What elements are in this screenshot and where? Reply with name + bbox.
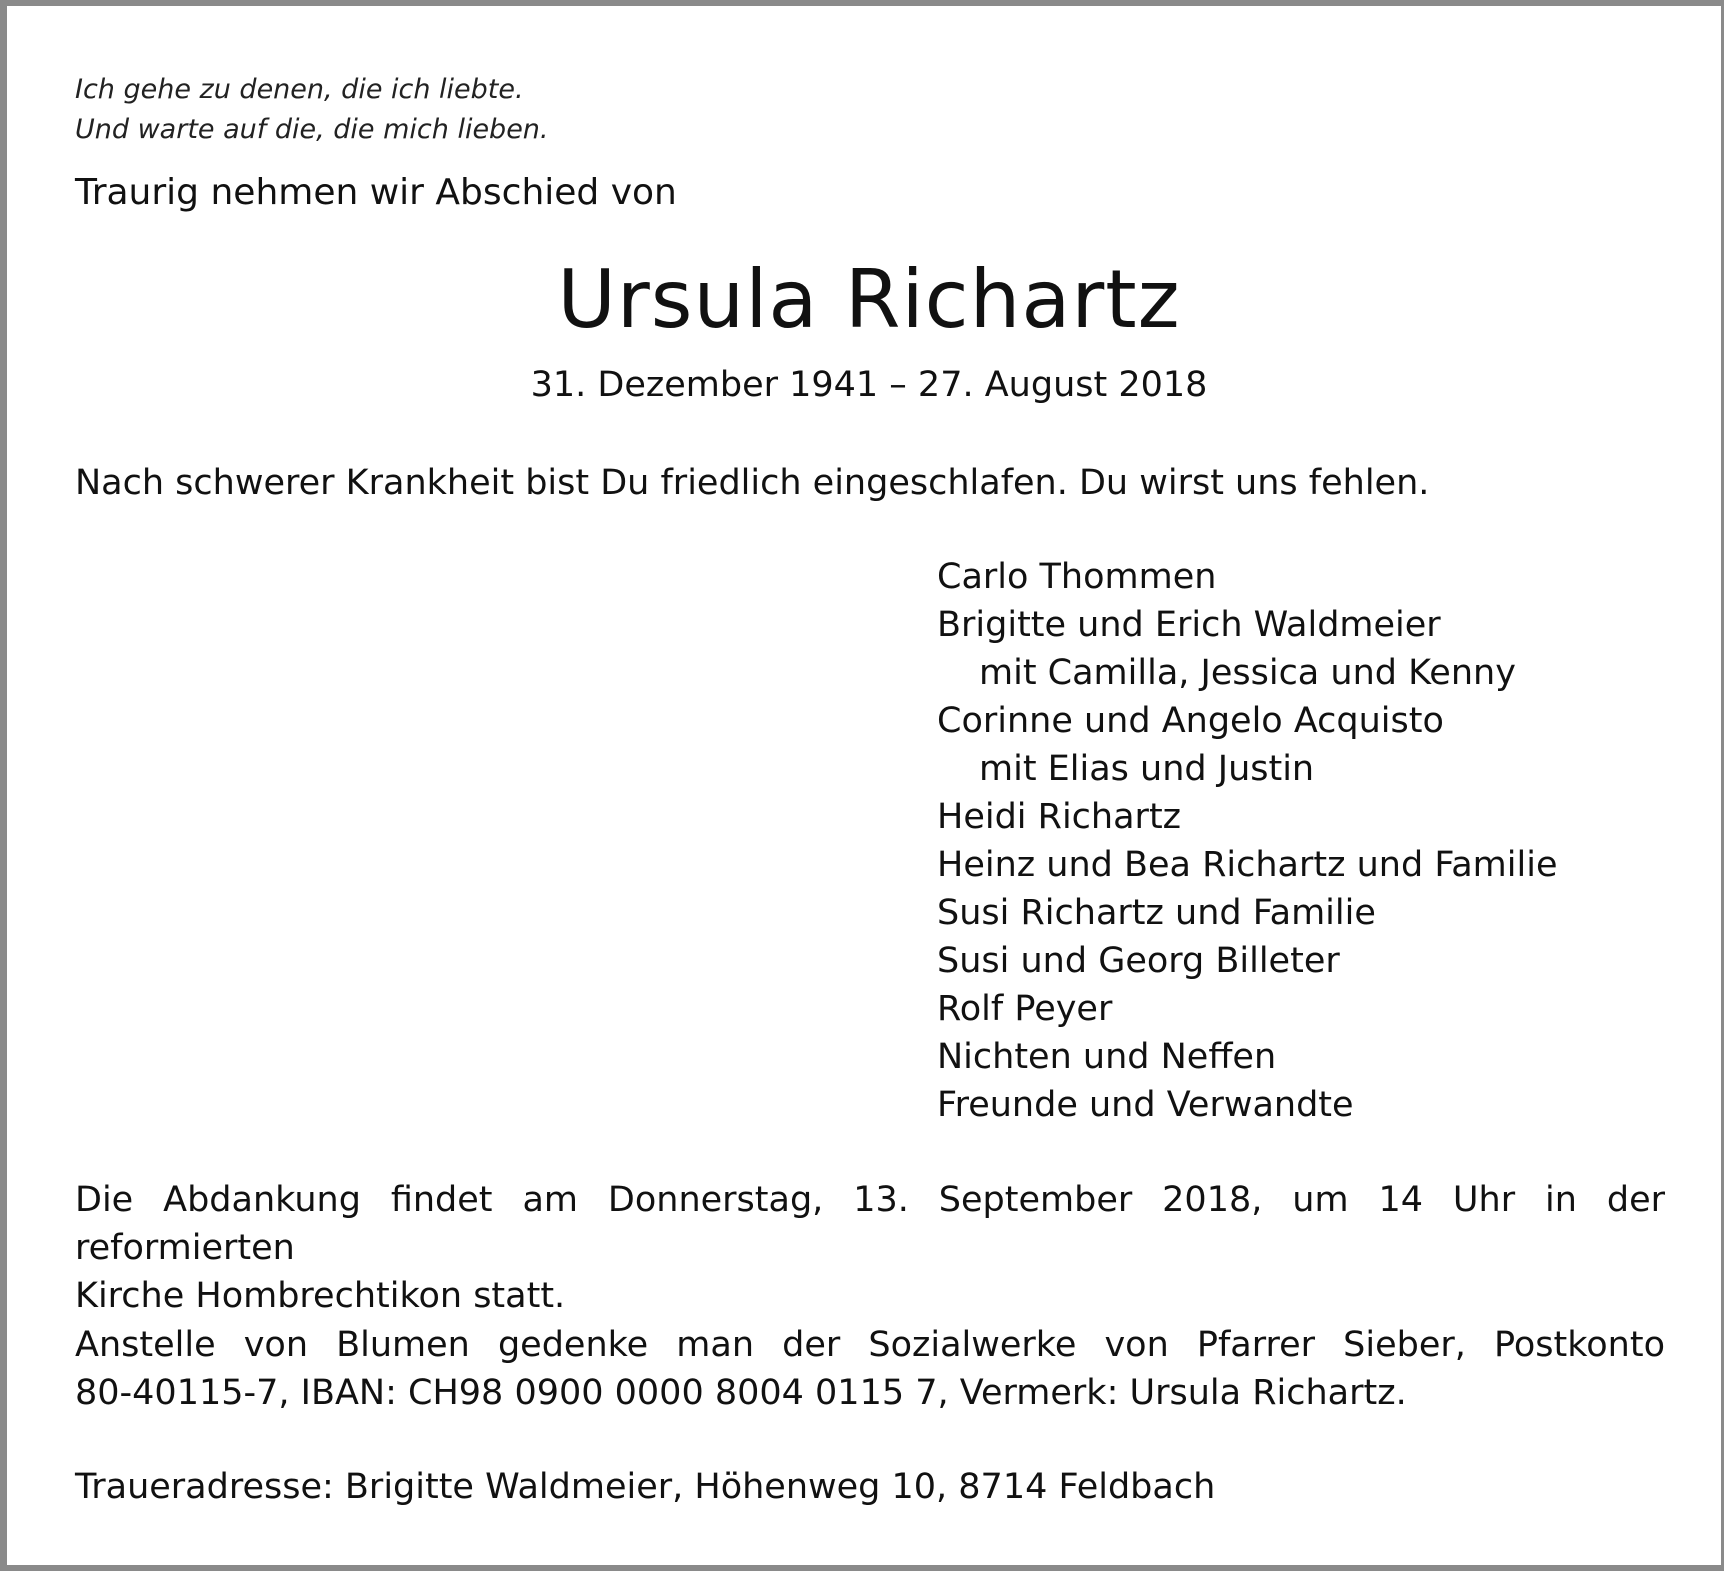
life-dates: 31. Dezember 1941 – 27. August 2018 [530, 365, 1208, 405]
mourner-entry: Rolf Peyer [937, 989, 1113, 1029]
donation-line-1: Anstelle von Blumen gedenke man der Sozialwerke von Pfarrer Sieber, Postkonto [75, 1325, 1665, 1365]
motto-quote [75, 70, 549, 150]
funeral-notice [75, 1176, 1665, 1320]
mourner-sub-entry: mit Elias und Justin [979, 749, 1315, 789]
intro-text: Traurig nehmen wir Abschied von [75, 172, 677, 213]
donation-notice [75, 1321, 1665, 1417]
mourner-entry: Corinne und Angelo Acquisto [937, 701, 1444, 741]
mourner-sub-entry: mit Camilla, Jessica und Kenny [979, 653, 1516, 693]
funeral-line-2: Kirche Hombrechtikon statt. [75, 1276, 566, 1316]
donation-line-2: 80-40115-7, IBAN: CH98 0900 0000 8004 0115 7, Vermerk: Ursula Richartz. [75, 1373, 1407, 1413]
mourner-entry: Heidi Richartz [937, 797, 1182, 837]
mourner-entry: Susi Richartz und Familie [937, 893, 1376, 933]
mourner-entry: Nichten und Neffen [937, 1037, 1277, 1077]
mourner-entry: Susi und Georg Billeter [937, 941, 1340, 981]
farewell-message: Nach schwerer Krankheit bist Du friedlich eingeschlafen. Du wirst uns fehlen. [75, 463, 1430, 503]
mourner-entry: Carlo Thommen [937, 557, 1217, 597]
mourning-address: Traueradresse: Brigitte Waldmeier, Höhenweg 10, 8714 Feldbach [75, 1467, 1216, 1507]
funeral-line-1: Die Abdankung findet am Donnerstag, 13. September 2018, um 14 Uhr in der reformierten [75, 1180, 1665, 1268]
mourner-entry: Freunde und Verwandte [937, 1085, 1354, 1125]
motto-line-1: Ich gehe zu denen, die ich liebte. [75, 74, 524, 105]
motto-line-2: Und warte auf die, die mich lieben. [75, 114, 549, 145]
mourner-entry: Brigitte und Erich Waldmeier [937, 605, 1441, 645]
mourner-entry: Heinz und Bea Richartz und Familie [937, 845, 1558, 885]
deceased-name: Ursula Richartz [557, 253, 1181, 346]
mourners-list [937, 553, 1557, 1129]
